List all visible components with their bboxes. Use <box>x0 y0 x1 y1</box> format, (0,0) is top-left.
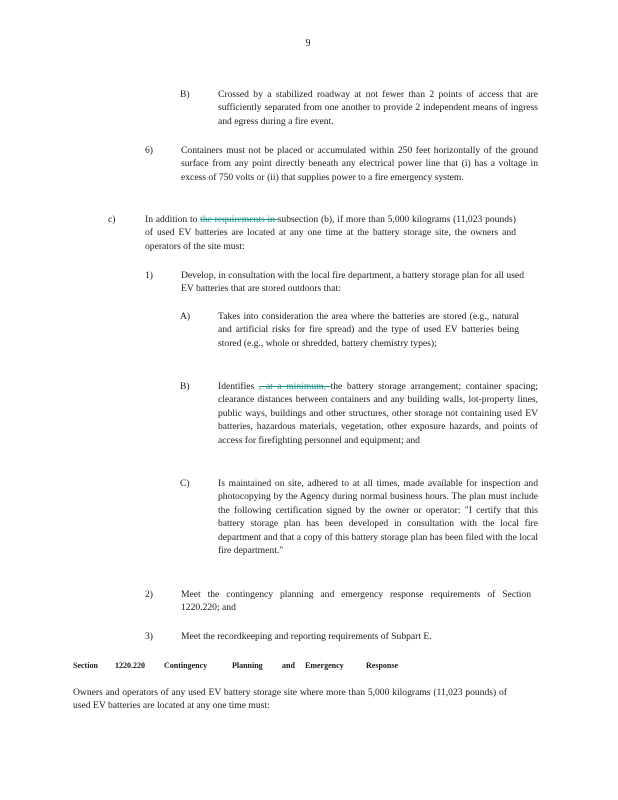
paragraph-roadway: Crossed by a stabilized roadway at not fewer than 2 points of access that are sufficiently separated from one another to provide 2 independent means of ingress and egress during a fire event. <box>218 89 538 127</box>
item-label-c2: C) <box>180 478 190 489</box>
paragraph-containers: Containers must not be placed or accumulated within 250 feet horizontally of the ground surface from any point directly beneath any electrical power line that (i) has a voltage in excess of 750 volts or (ii) that supplies power to a fire emergency system. <box>181 145 538 183</box>
item-label-6: 6) <box>145 145 153 156</box>
paragraph-recordkeeping: Meet the recordkeeping and reporting requirements of Subpart E. <box>181 631 432 642</box>
item-label-3: 3) <box>145 631 153 642</box>
heading-word: Section <box>73 661 98 670</box>
heading-word: Emergency <box>305 661 344 670</box>
heading-word: Planning <box>232 661 263 670</box>
heading-word: Response <box>366 661 399 670</box>
paragraph-owners-operators: Owners and operators of any used EV battery storage site where more than 5,000 kilograms (11,023 pounds) of used EV batteries are located at any one time must: <box>73 687 507 712</box>
heading-word: Contingency <box>164 661 208 670</box>
paragraph-maintained-on-site: Is maintained on site, adhered to at all times, made available for inspection and photocopying by the Agency during normal business hours. The plan must include the following certification signed by the owner or operator: "I certify that this battery storage plan has been developed in consultation with the local fire department and that a copy of this battery storage plan has been filed with the local fire department." <box>218 478 538 557</box>
paragraph-subsection-c <box>145 213 516 253</box>
text-segment: subsection (b), if more than 5,000 kilograms (11,023 pounds) of used EV batteries are located at any one time at the battery storage site, the owners and operators of the site must: <box>145 214 516 252</box>
struck-text: the requirements in <box>200 214 278 225</box>
item-label-c: c) <box>108 214 116 225</box>
paragraph-takes-into-consideration: Takes into consideration the area where the batteries are stored (e.g., natural and artificial risks for fire spread) and the type of used EV batteries being stored (e.g., whole or shredded, battery chemistry types); <box>218 311 519 349</box>
item-label-b2: B) <box>180 381 190 392</box>
heading-word: and <box>282 661 295 670</box>
page-number: 9 <box>305 38 311 49</box>
paragraph-identifies <box>218 380 538 447</box>
text-segment: Identifies <box>218 381 259 392</box>
item-label-b: B) <box>180 89 190 100</box>
item-label-1: 1) <box>145 270 153 281</box>
paragraph-contingency: Meet the contingency planning and emergency response requirements of Section 1220.220; and <box>181 589 531 614</box>
text-segment: In addition to <box>145 214 201 225</box>
item-label-2: 2) <box>145 589 153 600</box>
struck-text: , at a minimum, <box>258 381 331 392</box>
paragraph-develop-plan: Develop, in consultation with the local fire department, a battery storage plan for all used EV batteries that are stored outdoors that: <box>181 270 524 295</box>
section-number: 1220.220 <box>115 661 145 670</box>
text-segment: the battery storage arrangement; container spacing; clearance distances between containers and any building walls, lot-property lines, public ways, buildings and other structures, other storage not containing used EV batteries, hazardous materials, vegetation, other exposure hazards, and points of access for firefighting personnel and equipment; and <box>218 381 538 446</box>
item-label-a: A) <box>180 311 191 322</box>
